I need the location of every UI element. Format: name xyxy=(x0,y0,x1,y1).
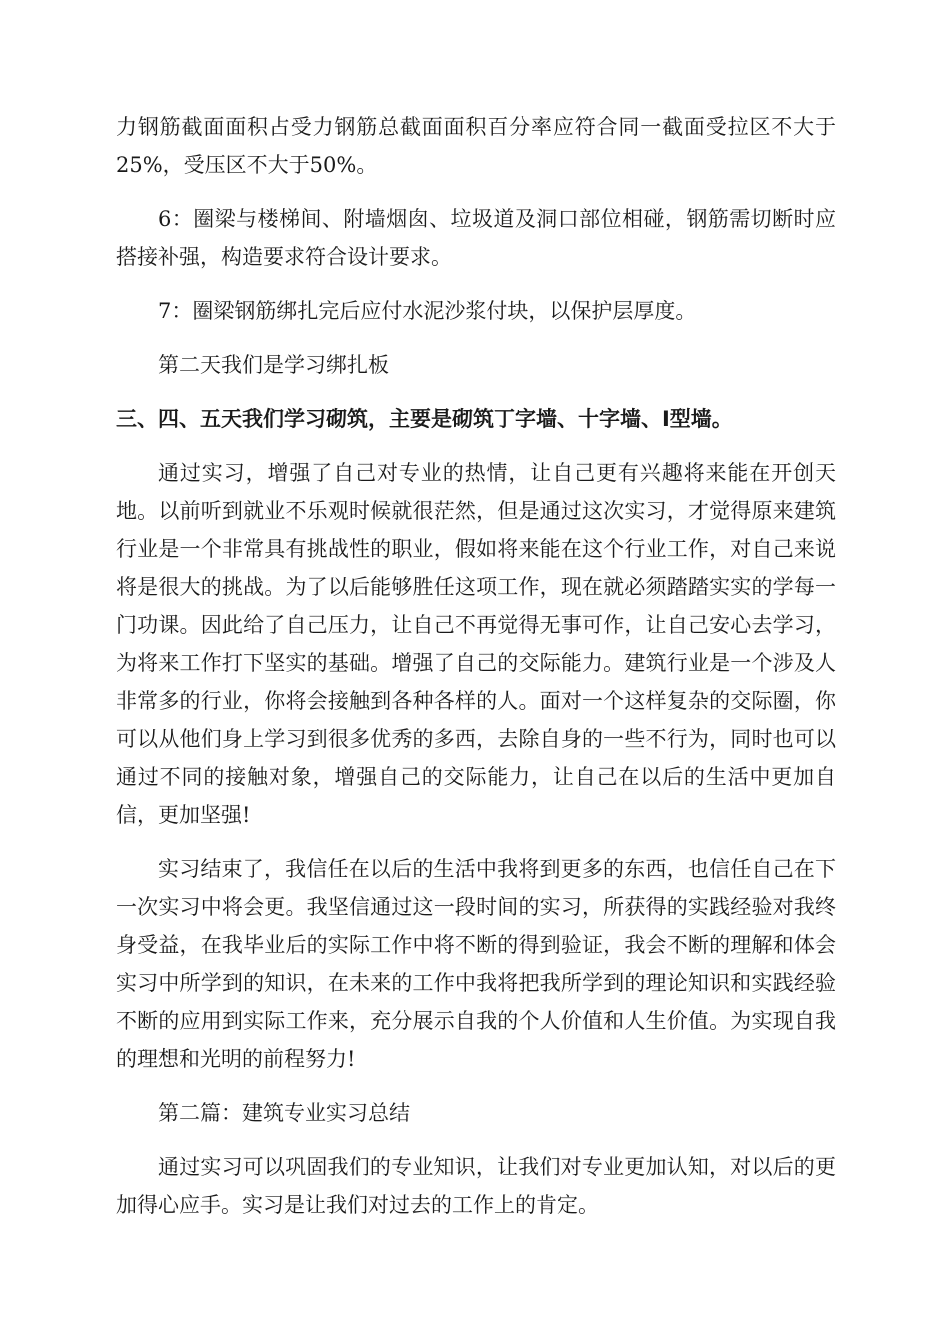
paragraph-rebar-ratio: 力钢筋截面面积占受力钢筋总截面面积百分率应符合同一截面受拉区不大于25%，受压区不大于50%。 xyxy=(116,115,836,177)
paragraph-part-two-intro: 通过实习可以巩固我们的专业知识，让我们对专业更加认知，对以后的更加得心应手。实习是让我们对过去的工作上的肯定。 xyxy=(116,1155,836,1217)
document-page xyxy=(116,108,836,1240)
paragraph-day-two: 第二天我们是学习绑扎板 xyxy=(158,353,389,377)
paragraph-internship-conclusion: 实习结束了，我信任在以后的生活中我将到更多的东西，也信任自己在下一次实习中将会更。我坚信通过这一段时间的实习，所获得的实践经验对我终身受益，在我毕业后的实际工作中将不断的得到验证，我会不断的理解和体会实习中所学到的知识，在未来的工作中我将把我所学到的理论知识和实践经验不断的应用到实际工作来，充分展示自我的个人价值和人生价值。为实现自我的理想和光明的前程努力! xyxy=(116,857,836,1071)
heading-days-three-to-five: 三、四、五天我们学习砌筑，主要是砌筑丁字墙、十字墙、I型墙。 xyxy=(116,407,733,431)
section-title-part-two: 第二篇：建筑专业实习总结 xyxy=(158,1101,410,1125)
paragraph-internship-benefits: 通过实习，增强了自己对专业的热情，让自己更有兴趣将来能在开创天地。以前听到就业不乐观时候就很茫然，但是通过这次实习，才觉得原来建筑行业是一个非常具有挑战性的职业，假如将来能在这个行业工作，对自己来说将是很大的挑战。为了以后能够胜任这项工作，现在就必须踏踏实实的学每一门功课。因此给了自己压力，让自己不再觉得无事可作，让自己安心去学习，为将来工作打下坚实的基础。增强了自己的交际能力。建筑行业是一个涉及人非常多的行业，你将会接触到各种各样的人。面对一个这样复杂的交际圈，你可以从他们身上学习到很多优秀的多西，去除自身的一些不行为，同时也可以通过不同的接触对象，增强自己的交际能力，让自己在以后的生活中更加自信，更加坚强! xyxy=(116,461,836,827)
paragraph-item-7: 7：圈梁钢筋绑扎完后应付水泥沙浆付块，以保护层厚度。 xyxy=(158,299,697,323)
paragraph-item-6: 6：圈梁与楼梯间、附墙烟囱、垃圾道及洞口部位相碰，钢筋需切断时应搭接补强，构造要求符合设计要求。 xyxy=(116,207,836,269)
